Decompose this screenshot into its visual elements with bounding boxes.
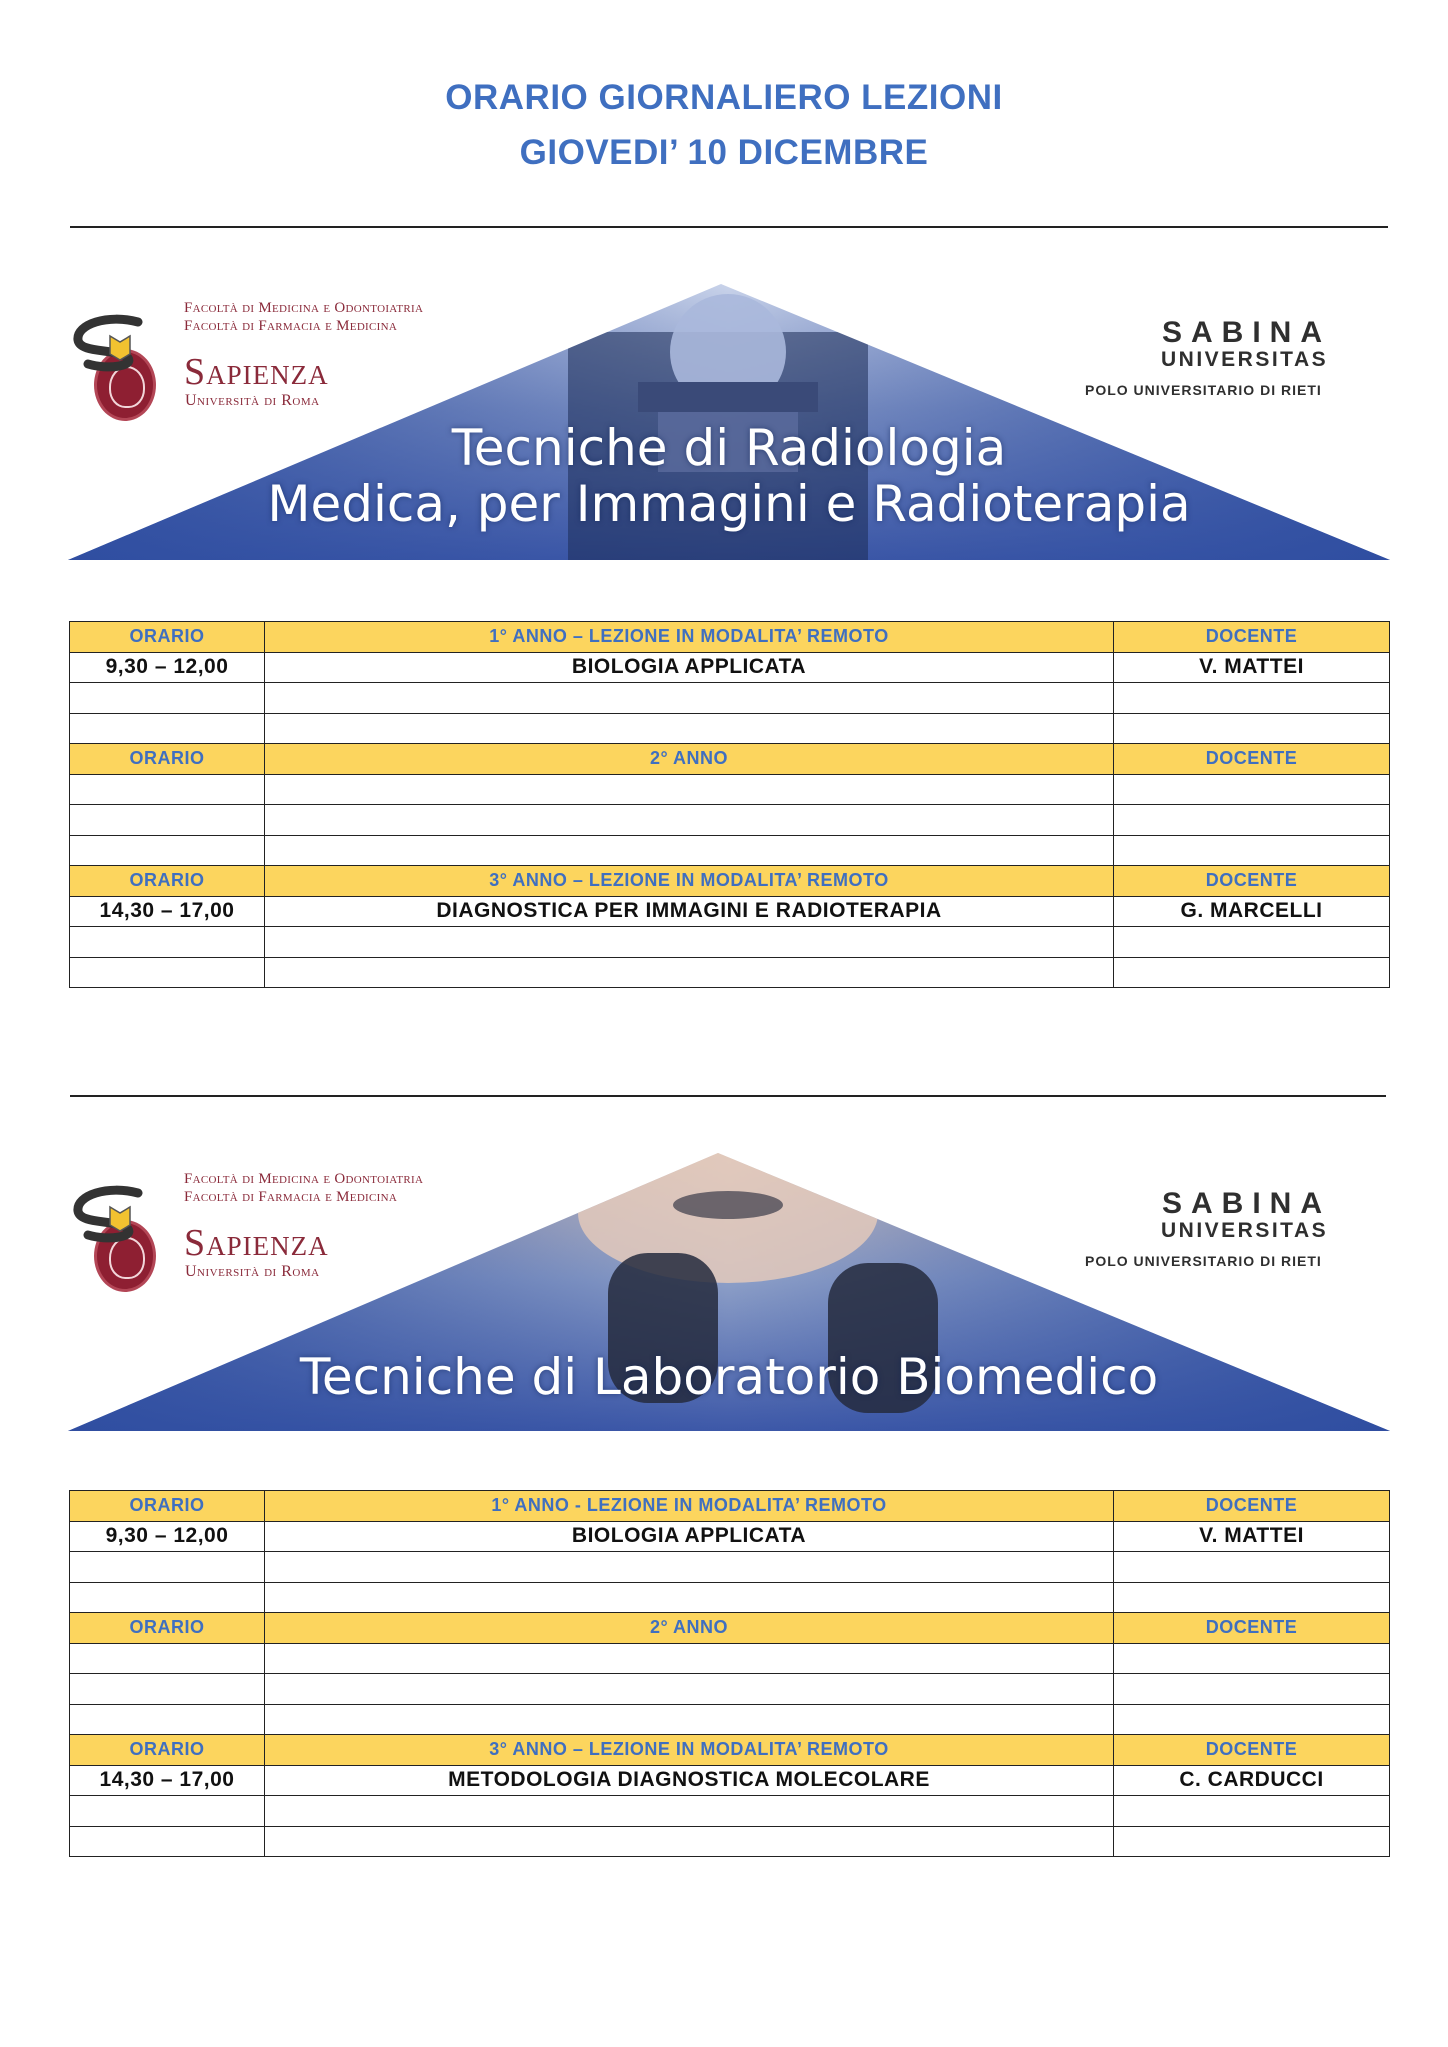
cell-course <box>265 683 1114 714</box>
table-row <box>70 927 1390 958</box>
course-banner-laboratorio <box>68 1143 1390 1433</box>
table-row <box>70 1552 1390 1583</box>
cell-time <box>70 774 265 805</box>
cell-course <box>265 805 1114 836</box>
table-row <box>70 683 1390 714</box>
cell-teacher: V. MATTEI <box>1114 1521 1390 1552</box>
table-header-row <box>70 1735 1390 1766</box>
header-cell-docente: DOCENTE <box>1114 744 1390 775</box>
schedule-table-laboratorio <box>69 1490 1390 1857</box>
faculty-line-2: Facoltà di Farmacia e Medicina <box>184 318 398 334</box>
cell-time <box>70 805 265 836</box>
divider <box>70 226 1388 228</box>
table-row <box>70 1582 1390 1613</box>
faculty-line-2: Facoltà di Farmacia e Medicina <box>184 1189 398 1205</box>
cell-teacher <box>1114 1704 1390 1735</box>
page-subtitle-date: GIOVEDI’ 10 DICEMBRE <box>519 133 929 172</box>
table-row <box>70 805 1390 836</box>
polo-rieti-text: POLO UNIVERSITARIO DI RIETI <box>1085 1253 1322 1269</box>
cell-time: 14,30 – 17,00 <box>70 1765 265 1796</box>
table-row <box>70 1826 1390 1857</box>
universitas-logo-text: UNIVERSITAS <box>1161 1219 1329 1242</box>
cell-course <box>265 1674 1114 1705</box>
cell-time <box>70 957 265 988</box>
banner-title-line-1: Tecniche di Radiologia <box>451 419 1007 477</box>
sabina-book-icon <box>68 314 168 374</box>
cell-teacher <box>1114 774 1390 805</box>
cell-teacher: G. MARCELLI <box>1114 896 1390 927</box>
cell-teacher <box>1114 1582 1390 1613</box>
cell-time: 9,30 – 12,00 <box>70 1521 265 1552</box>
header-cell-orario: ORARIO <box>70 1735 265 1766</box>
banner-title-line-2: Medica, per Immagini e Radioterapia <box>267 475 1191 533</box>
header-cell-year: 2° ANNO <box>265 744 1114 775</box>
table-row <box>70 774 1390 805</box>
page-title: ORARIO GIORNALIERO LEZIONI <box>445 78 1003 117</box>
cell-course <box>265 927 1114 958</box>
cell-time <box>70 835 265 866</box>
cell-time <box>70 1643 265 1674</box>
table-header-row <box>70 866 1390 897</box>
table-row <box>70 896 1390 927</box>
header-cell-orario: ORARIO <box>70 622 265 653</box>
cell-time <box>70 1582 265 1613</box>
cell-teacher <box>1114 1552 1390 1583</box>
cell-teacher <box>1114 1826 1390 1857</box>
cell-time <box>70 927 265 958</box>
header-cell-docente: DOCENTE <box>1114 622 1390 653</box>
cell-course: BIOLOGIA APPLICATA <box>265 1521 1114 1552</box>
course-banner-radiologia <box>68 272 1390 562</box>
schedule-table-radiologia <box>69 621 1390 988</box>
cell-course <box>265 713 1114 744</box>
cell-teacher <box>1114 683 1390 714</box>
header-cell-orario: ORARIO <box>70 1613 265 1644</box>
cell-time <box>70 683 265 714</box>
header-cell-orario: ORARIO <box>70 866 265 897</box>
header-cell-orario: ORARIO <box>70 1491 265 1522</box>
cell-course: DIAGNOSTICA PER IMMAGINI E RADIOTERAPIA <box>265 896 1114 927</box>
table-row <box>70 1704 1390 1735</box>
cell-course <box>265 835 1114 866</box>
cell-course: METODOLOGIA DIAGNOSTICA MOLECOLARE <box>265 1765 1114 1796</box>
cell-course <box>265 1826 1114 1857</box>
table-header-row <box>70 1491 1390 1522</box>
universitas-logo-text: UNIVERSITAS <box>1161 348 1329 371</box>
sabina-book-icon <box>68 1185 168 1245</box>
cell-teacher: C. CARDUCCI <box>1114 1765 1390 1796</box>
cell-time <box>70 1826 265 1857</box>
table-header-row <box>70 1613 1390 1644</box>
cell-teacher: V. MATTEI <box>1114 652 1390 683</box>
sapienza-subtitle: Università di Roma <box>185 1263 320 1280</box>
cell-teacher <box>1114 927 1390 958</box>
cell-time <box>70 1674 265 1705</box>
table-row <box>70 957 1390 988</box>
table-row <box>70 1796 1390 1827</box>
sapienza-logo-text: Sapienza <box>184 351 329 393</box>
header-cell-docente: DOCENTE <box>1114 866 1390 897</box>
table-row <box>70 1643 1390 1674</box>
cell-course <box>265 957 1114 988</box>
cell-course <box>265 1704 1114 1735</box>
cell-course <box>265 774 1114 805</box>
faculty-line-1: Facoltà di Medicina e Odontoiatria <box>184 300 424 316</box>
cell-time <box>70 1552 265 1583</box>
cell-teacher <box>1114 805 1390 836</box>
cell-course <box>265 1582 1114 1613</box>
table-row <box>70 1674 1390 1705</box>
sapienza-subtitle: Università di Roma <box>185 392 320 409</box>
cell-time <box>70 713 265 744</box>
cell-time <box>70 1704 265 1735</box>
divider <box>70 1095 1386 1097</box>
header-cell-docente: DOCENTE <box>1114 1613 1390 1644</box>
banner-title-line-1: Tecniche di Laboratorio Biomedico <box>299 1348 1159 1406</box>
polo-rieti-text: POLO UNIVERSITARIO DI RIETI <box>1085 382 1322 398</box>
faculty-line-1: Facoltà di Medicina e Odontoiatria <box>184 1171 424 1187</box>
cell-teacher <box>1114 1796 1390 1827</box>
header-cell-orario: ORARIO <box>70 744 265 775</box>
cell-course: BIOLOGIA APPLICATA <box>265 652 1114 683</box>
sapienza-logo-text: Sapienza <box>184 1222 329 1264</box>
cell-teacher <box>1114 1674 1390 1705</box>
cell-time: 9,30 – 12,00 <box>70 652 265 683</box>
header-cell-year: 1° ANNO - LEZIONE IN MODALITA’ REMOTO <box>265 1491 1114 1522</box>
header-cell-year: 1° ANNO – LEZIONE IN MODALITA’ REMOTO <box>265 622 1114 653</box>
sabina-logo-text: SABINA <box>1162 1187 1332 1220</box>
table-row <box>70 713 1390 744</box>
header-cell-docente: DOCENTE <box>1114 1735 1390 1766</box>
cell-teacher <box>1114 835 1390 866</box>
header-cell-year: 3° ANNO – LEZIONE IN MODALITA’ REMOTO <box>265 866 1114 897</box>
sabina-logo-text: SABINA <box>1162 316 1332 349</box>
cell-teacher <box>1114 957 1390 988</box>
table-row <box>70 1765 1390 1796</box>
cell-course <box>265 1552 1114 1583</box>
header-cell-year: 3° ANNO – LEZIONE IN MODALITA’ REMOTO <box>265 1735 1114 1766</box>
header-cell-docente: DOCENTE <box>1114 1491 1390 1522</box>
cell-time <box>70 1796 265 1827</box>
table-row <box>70 1521 1390 1552</box>
header-cell-year: 2° ANNO <box>265 1613 1114 1644</box>
cell-course <box>265 1796 1114 1827</box>
cell-teacher <box>1114 1643 1390 1674</box>
table-row <box>70 652 1390 683</box>
table-row <box>70 835 1390 866</box>
cell-time: 14,30 – 17,00 <box>70 896 265 927</box>
cell-teacher <box>1114 713 1390 744</box>
cell-course <box>265 1643 1114 1674</box>
table-header-row <box>70 744 1390 775</box>
table-header-row <box>70 622 1390 653</box>
